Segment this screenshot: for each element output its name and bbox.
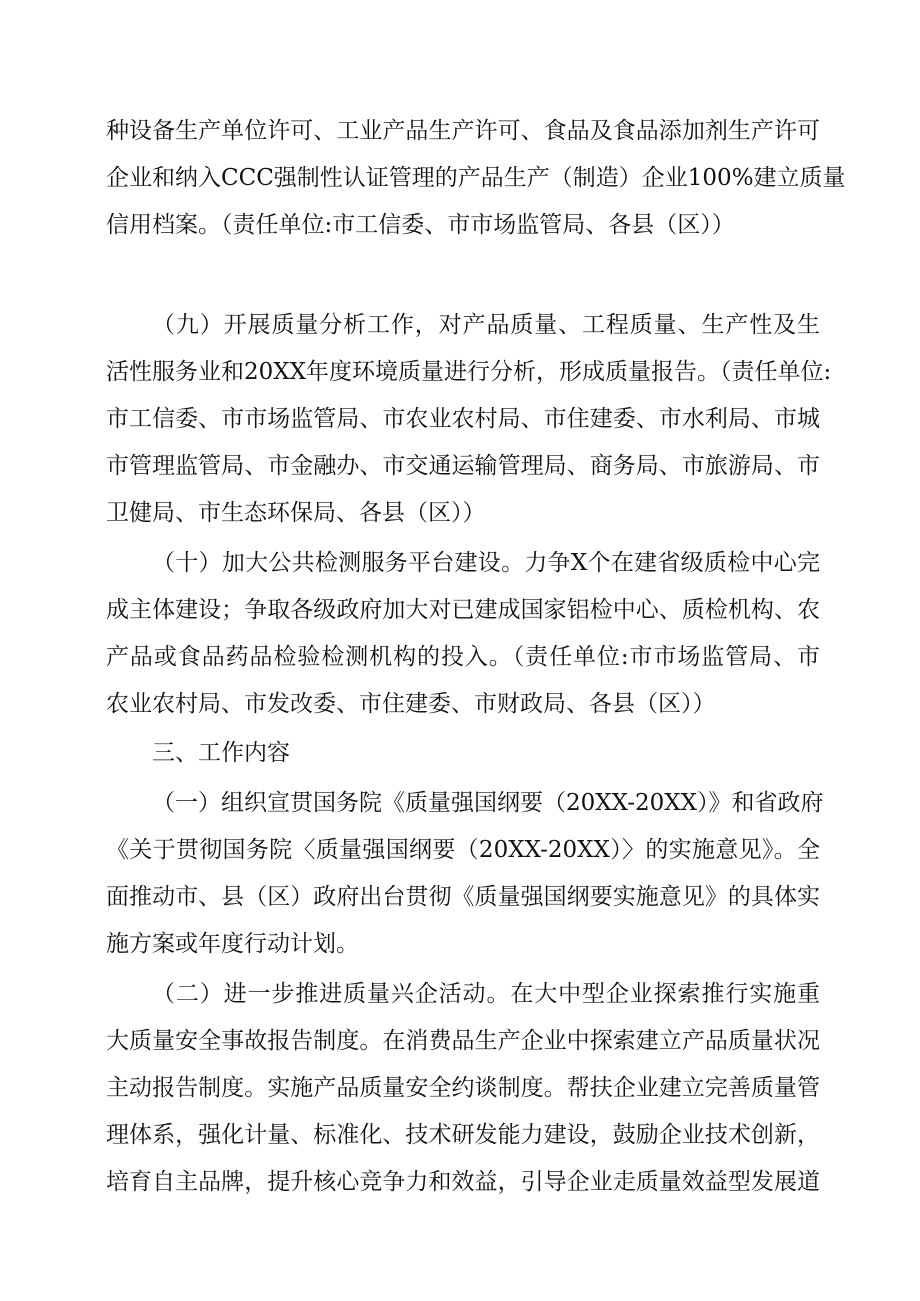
text-line: 企业和纳入CCC强制性认证管理的产品生产（制造）企业100%建立质量 (106, 165, 846, 191)
text-line: 施方案或年度行动计划。 (106, 931, 359, 957)
paragraph-heading-line: （十）加大公共检测服务平台建设。力争X个在建省级质检中心完 (152, 550, 820, 576)
text-line: 活性服务业和20XX年度环境质量进行分析，形成质量报告。（责任单位: (106, 359, 832, 385)
text-line: 《关于贯彻国务院〈质量强国纲要（20XX-20XX）〉的实施意见》。全 (106, 837, 820, 863)
text-line: 市工信委、市市场监管局、市农业农村局、市住建委、市水利局、市城 (106, 406, 820, 432)
section-heading: 三、工作内容 (152, 740, 290, 766)
text-line: 产品或食品药品检验检测机构的投入。（责任单位:市市场监管局、市 (106, 644, 820, 670)
text-line: 大质量安全事故报告制度。在消费品生产企业中探索建立产品质量状况 (106, 1028, 820, 1054)
text-line: 培育自主品牌，提升核心竞争力和效益，引导企业走质量效益型发展道 (106, 1169, 820, 1195)
text-line: 市管理监管局、市金融办、市交通运输管理局、商务局、市旅游局、市 (106, 453, 820, 479)
paragraph-heading-line: （二）进一步推进质量兴企活动。在大中型企业探索推行实施重 (152, 981, 820, 1007)
text-line: 面推动市、县（区）政府出台贯彻《质量强国纲要实施意见》的具体实 (106, 884, 820, 910)
text-line: 农业农村局、市发改委、市住建委、市财政局、各县（区）） (106, 691, 716, 717)
paragraph-heading-line: （一）组织宣贯国务院《质量强国纲要（20XX-20XX）》和省政府 (152, 790, 824, 816)
text-line: 信用档案。（责任单位:市工信委、市市场监管局、各县（区）） (106, 212, 735, 238)
text-line: 卫健局、市生态环保局、各县（区）） (106, 500, 486, 526)
text-line: 种设备生产单位许可、工业产品生产许可、食品及食品添加剂生产许可 (106, 118, 820, 144)
text-line: 理体系，强化计量、标准化、技术研发能力建设，鼓励企业技术创新， (106, 1122, 820, 1148)
paragraph-heading-line: （九）开展质量分析工作，对产品质量、工程质量、生产性及生 (152, 312, 820, 338)
text-line: 主动报告制度。实施产品质量安全约谈制度。帮扶企业建立完善质量管 (106, 1075, 820, 1101)
text-line: 成主体建设；争取各级政府加大对已建成国家铝检中心、质检机构、农 (106, 597, 820, 623)
